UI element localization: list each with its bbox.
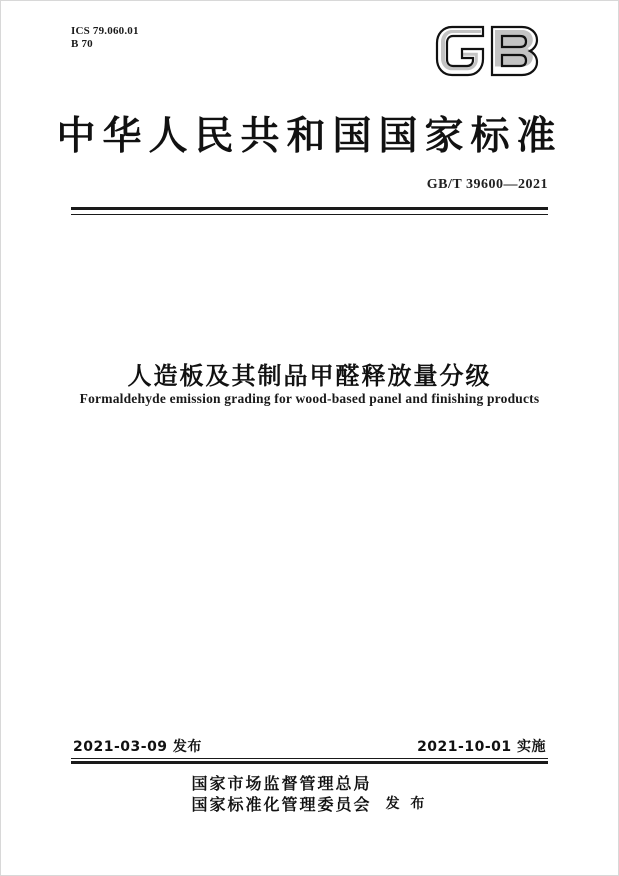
issuer-line-1: 国家市场监督管理总局 xyxy=(191,774,372,793)
document-title-english: Formaldehyde emission grading for wood-based panel and finishing products xyxy=(79,391,540,406)
issuer-action-label: 发 布 xyxy=(385,796,428,812)
document-title-chinese: 人造板及其制品甲醛释放量分级 xyxy=(127,362,492,390)
header-rule-thin xyxy=(71,214,548,215)
gb-logo-icon xyxy=(430,19,548,83)
issuer-block xyxy=(1,773,618,815)
issuer-names xyxy=(192,773,372,815)
standard-number: GB/T 39600—2021 xyxy=(426,177,548,192)
issue-date: 2021-03-09 发布 xyxy=(73,739,202,755)
footer-rule-thick xyxy=(71,761,548,764)
ics-code: ICS 79.060.01 xyxy=(71,25,139,37)
header-rule-thick xyxy=(71,207,548,210)
ics-classification-block xyxy=(71,25,139,51)
page-title: 中华人民共和国国家标准 xyxy=(56,114,563,159)
implementation-date: 2021-10-01 实施 xyxy=(417,739,546,755)
classification-code: B 70 xyxy=(71,38,93,50)
issuer-line-2: 国家标准化管理委员会 xyxy=(191,795,372,814)
footer-rule-thin xyxy=(71,758,548,759)
